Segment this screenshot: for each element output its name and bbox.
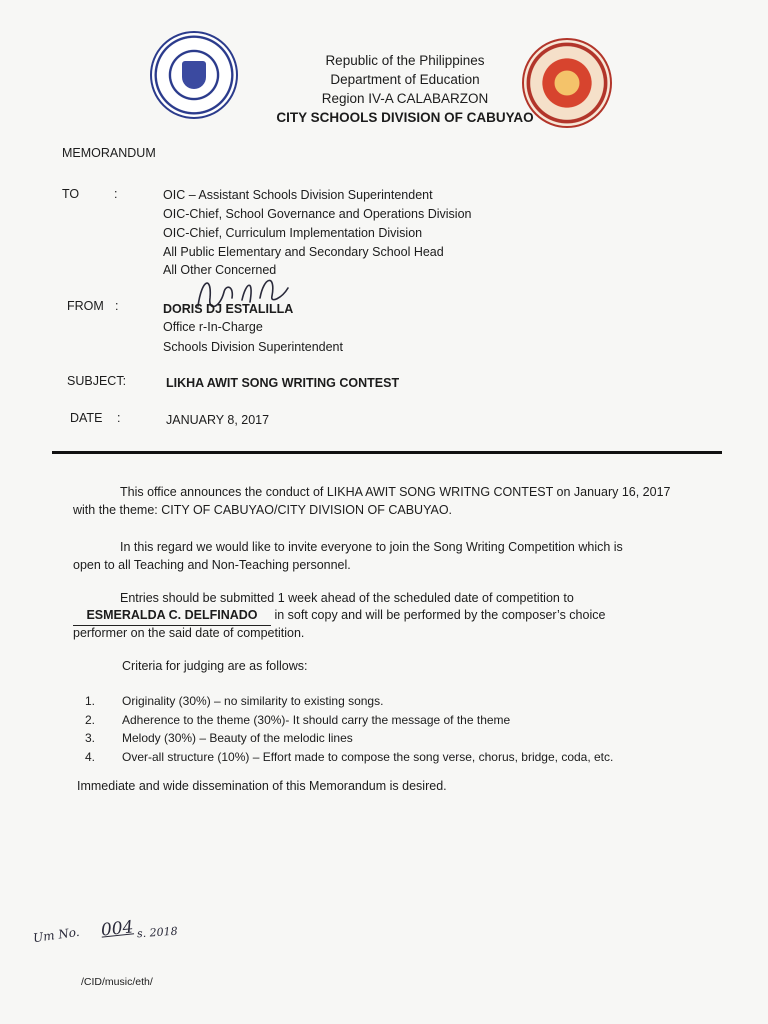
paragraph-3-line-3: performer on the said date of competition. xyxy=(73,626,305,640)
header-department: Department of Education xyxy=(330,72,480,87)
paragraph-3-line-2-rest: in soft copy and will be performed by the composer’s choice xyxy=(274,608,606,622)
criteria-intro: Criteria for judging are as follows: xyxy=(122,659,308,673)
paragraph-2-line-2: open to all Teaching and Non-Teaching personnel. xyxy=(73,558,351,572)
subject-value: LIKHA AWIT SONG WRITING CONTEST xyxy=(166,376,400,390)
to-recipient-3: OIC-Chief, Curriculum Implementation Division xyxy=(163,226,423,240)
date-label: DATE xyxy=(70,411,103,425)
to-colon: : xyxy=(114,187,118,201)
header-division: CITY SCHOOLS DIVISION OF CABUYAO xyxy=(276,110,534,125)
list-item: 3. Melody (30%) – Beauty of the melodic lines xyxy=(85,731,353,745)
date-colon: : xyxy=(117,411,121,425)
list-item: 2. Adherence to the theme (30%)- It should carry the message of the theme xyxy=(85,712,511,727)
paragraph-3-line-1: Entries should be submitted 1 week ahead of the scheduled date of competition to xyxy=(120,591,574,605)
subject-label: SUBJECT: xyxy=(67,374,127,388)
paragraph-1-line-2: with the theme: CITY OF CABUYAO/CITY DIVISION OF CABUYAO. xyxy=(73,503,453,517)
from-title-2: Schools Division Superintendent xyxy=(163,340,343,354)
list-item: 1. Originality (30%) – no similarity to existing songs. xyxy=(85,694,384,708)
header-divider xyxy=(52,451,722,454)
header-region: Region IV-A CALABARZON xyxy=(321,91,489,106)
criteria-list xyxy=(85,692,613,766)
paragraph-3-line-2 xyxy=(73,606,605,626)
to-recipient-5: All Other Concerned xyxy=(163,263,277,277)
from-label: FROM xyxy=(67,299,104,313)
reference-code: /CID/music/eth/ xyxy=(81,976,153,988)
memo-series: s. 2018 xyxy=(136,924,179,941)
from-colon: : xyxy=(115,299,119,313)
closing-statement: Immediate and wide dissemination of this Memorandum is desired. xyxy=(77,779,447,793)
header-republic: Republic of the Philippines xyxy=(325,53,485,68)
to-label: TO xyxy=(62,187,80,201)
to-recipient-1: OIC – Assistant Schools Division Superintendent xyxy=(163,188,433,202)
list-item: 4. Over-all structure (10%) – Effort made to compose the song verse, chorus, bridge, coda, etc. xyxy=(85,749,614,764)
date-value: JANUARY 8, 2017 xyxy=(166,413,270,427)
from-title-1: Office r-In-Charge xyxy=(163,320,263,334)
memo-title: MEMORANDUM xyxy=(62,146,156,160)
submission-recipient: ESMERALDA C. DELFINADO xyxy=(73,606,271,626)
deped-seal-icon xyxy=(150,31,238,119)
to-recipient-4: All Public Elementary and Secondary School Head xyxy=(163,245,444,259)
memo-number: 004 xyxy=(100,917,135,941)
seal-shield xyxy=(182,61,206,89)
to-recipient-2: OIC-Chief, School Governance and Operations Division xyxy=(163,207,472,221)
paragraph-2-line-1: In this regard we would like to invite everyone to join the Song Writing Competition which is xyxy=(120,540,623,554)
paragraph-1-line-1: This office announces the conduct of LIKHA AWIT SONG WRITNG CONTEST on January 16, 2017 xyxy=(120,485,671,499)
memo-number-prefix: Um No. xyxy=(32,924,81,946)
from-name: DORIS DJ ESTALILLA xyxy=(163,302,294,316)
